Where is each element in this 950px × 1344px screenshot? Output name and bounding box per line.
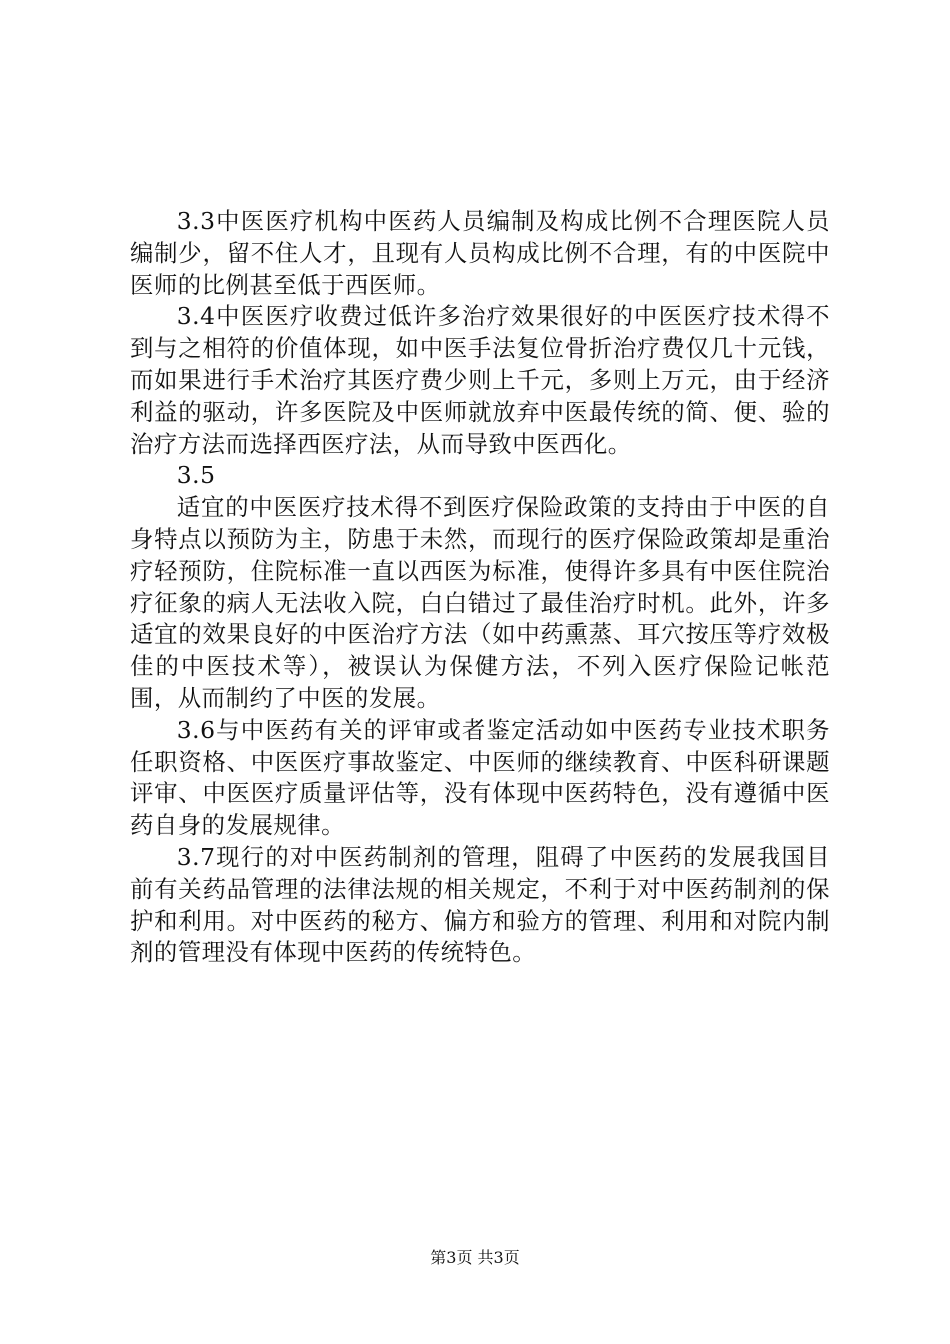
paragraph-3-4: 3.4中医医疗收费过低许多治疗效果很好的中医医疗技术得不到与之相符的价值体现，如中医手法复位骨折治疗费仅几十元钱，而如果进行手术治疗其医疗费少则上千元，多则上万元，由于经济利益的驱动，许多医院及中医师就放弃中医最传统的简、便、验的治疗方法而选择西医疗法，从而导致中医西化。 [130,302,830,458]
document-body [130,206,830,969]
paragraph-3-5-heading: 3.5 [176,461,216,490]
paragraph-3-5: 适宜的中医医疗技术得不到医疗保险政策的支持由于中医的自身特点以预防为主，防患于未然，而现行的医疗保险政策却是重治疗轻预防，住院标准一直以西医为标准，使得许多具有中医住院治疗征象的病人无法收入院，白白错过了最佳治疗时机。此外，许多适宜的效果良好的中医治疗方法（如中药熏蒸、耳穴按压等疗效极佳的中医技术等），被误认为保健方法，不列入医疗保险记帐范围，从而制约了中医的发展。 [130,493,830,712]
page-footer: 第3页 共3页 [430,1248,520,1267]
paragraph-3-3: 3.3中医医疗机构中医药人员编制及构成比例不合理医院人员编制少，留不住人才，且现有人员构成比例不合理，有的中医院中医师的比例甚至低于西医师。 [130,207,830,299]
paragraph-3-7: 3.7现行的对中医药制剂的管理，阻碍了中医药的发展我国目前有关药品管理的法律法规的相关规定，不利于对中医药制剂的保护和利用。对中医药的秘方、偏方和验方的管理、利用和对院内制剂的管理没有体现中医药的传统特色。 [130,842,830,967]
paragraph-3-6: 3.6与中医药有关的评审或者鉴定活动如中医药专业技术职务任职资格、中医医疗事故鉴定、中医师的继续教育、中医科研课题评审、中医医疗质量评估等，没有体现中医药特色，没有遵循中医药自身的发展规律。 [130,715,830,840]
